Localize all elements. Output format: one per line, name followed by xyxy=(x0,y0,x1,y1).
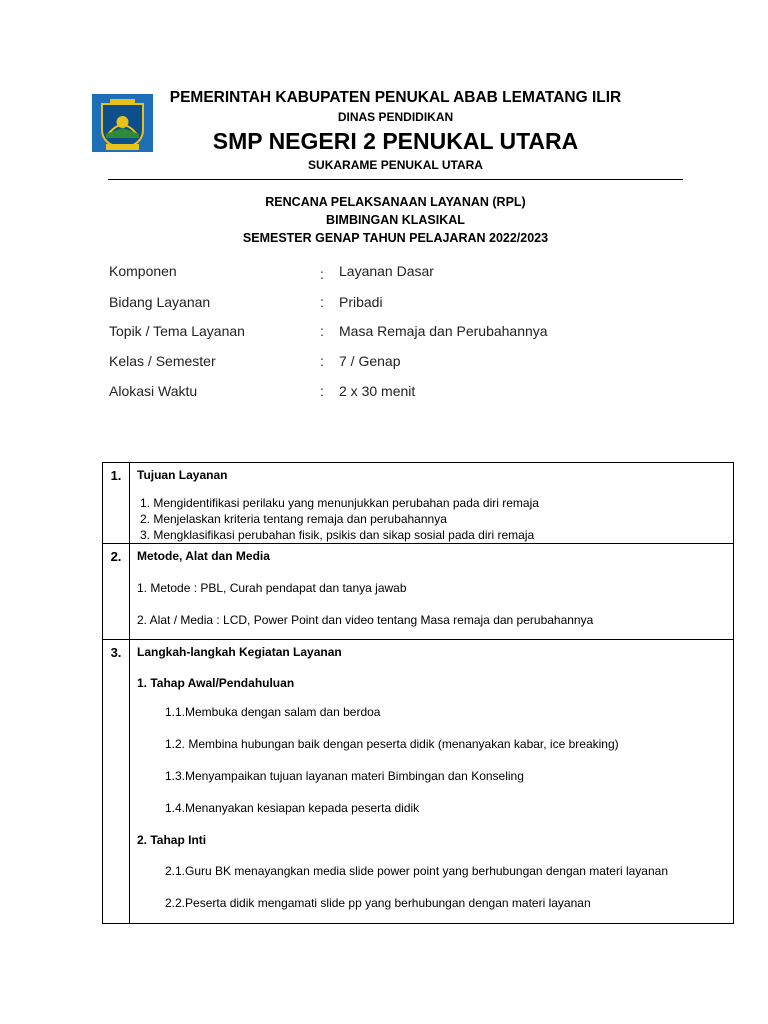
info-value: 2 x 30 menit xyxy=(339,383,416,399)
info-value: Pribadi xyxy=(339,294,383,310)
department-title: DINAS PENDIDIKAN xyxy=(337,110,454,124)
section-heading: Langkah-langkah Kegiatan Layanan xyxy=(137,645,342,659)
info-value: Layanan Dasar xyxy=(339,263,434,279)
school-name: SMP NEGERI 2 PENUKAL UTARA xyxy=(212,128,579,154)
section-number: 2. xyxy=(103,544,130,640)
stage-heading: 1. Tahap Awal/Pendahuluan xyxy=(137,676,295,690)
list-item: 1.3.Menyampaikan tujuan layanan materi Bimbingan dan Konseling xyxy=(165,769,524,783)
table-row xyxy=(103,640,734,924)
info-value: 7 / Genap xyxy=(339,353,401,369)
table-row xyxy=(103,544,734,640)
section-heading: Tujuan Layanan xyxy=(137,468,228,482)
table-row xyxy=(103,463,734,544)
info-separator: : xyxy=(320,383,324,399)
list-item: 3. Mengklasifikasi perubahan fisik, psikis dan sikap sosial pada diri remaja xyxy=(140,528,535,542)
info-key: Alokasi Waktu xyxy=(109,383,198,399)
document-semester: SEMESTER GENAP TAHUN PELAJARAN 2022/2023 xyxy=(242,231,549,245)
section-number: 3. xyxy=(103,640,130,924)
list-item: 1. Metode : PBL, Curah pendapat dan tanya jawab xyxy=(137,581,407,595)
info-key: Bidang Layanan xyxy=(109,294,211,310)
info-key: Topik / Tema Layanan xyxy=(109,323,245,339)
section-metode xyxy=(130,544,734,640)
list-item: 2. Alat / Media : LCD, Power Point dan video tentang Masa remaja dan perubahannya xyxy=(137,613,594,627)
stage-heading: 2. Tahap Inti xyxy=(137,833,207,847)
document-subtitle: BIMBINGAN KLASIKAL xyxy=(326,213,465,227)
section-heading: Metode, Alat dan Media xyxy=(137,549,270,563)
list-item: 2.2.Peserta didik mengamati slide pp yang berhubungan dengan materi layanan xyxy=(165,896,591,910)
list-item: 1. Mengidentifikasi perilaku yang menunjukkan perubahan pada diri remaja xyxy=(140,496,539,510)
info-key: Kelas / Semester xyxy=(109,353,216,369)
header-divider xyxy=(108,179,683,180)
list-item: 1.2. Membina hubungan baik dengan peserta didik (menanyakan kabar, ice breaking) xyxy=(165,737,619,751)
section-tujuan xyxy=(130,463,734,544)
section-number: 1. xyxy=(103,463,130,544)
info-separator: : xyxy=(320,294,324,310)
rpl-table xyxy=(102,462,734,924)
info-separator: : xyxy=(320,353,324,369)
government-title: PEMERINTAH KABUPATEN PENUKAL ABAB LEMATANG ILIR xyxy=(169,89,622,106)
section-langkah xyxy=(130,640,734,924)
list-item: 2. Menjelaskan kriteria tentang remaja dan perubahannya xyxy=(140,512,447,526)
info-separator: : xyxy=(320,266,324,282)
document-title: RENCANA PELAKSANAAN LAYANAN (RPL) xyxy=(265,195,526,209)
info-value: Masa Remaja dan Perubahannya xyxy=(339,323,548,339)
info-separator: : xyxy=(320,323,324,339)
school-address: SUKARAME PENUKAL UTARA xyxy=(308,158,483,172)
list-item: 2.1.Guru BK menayangkan media slide power point yang berhubungan dengan materi layanan xyxy=(165,864,669,878)
list-item: 1.4.Menanyakan kesiapan kepada peserta didik xyxy=(165,801,420,815)
info-key: Komponen xyxy=(109,263,177,279)
list-item: 1.1.Membuka dengan salam dan berdoa xyxy=(165,705,381,719)
